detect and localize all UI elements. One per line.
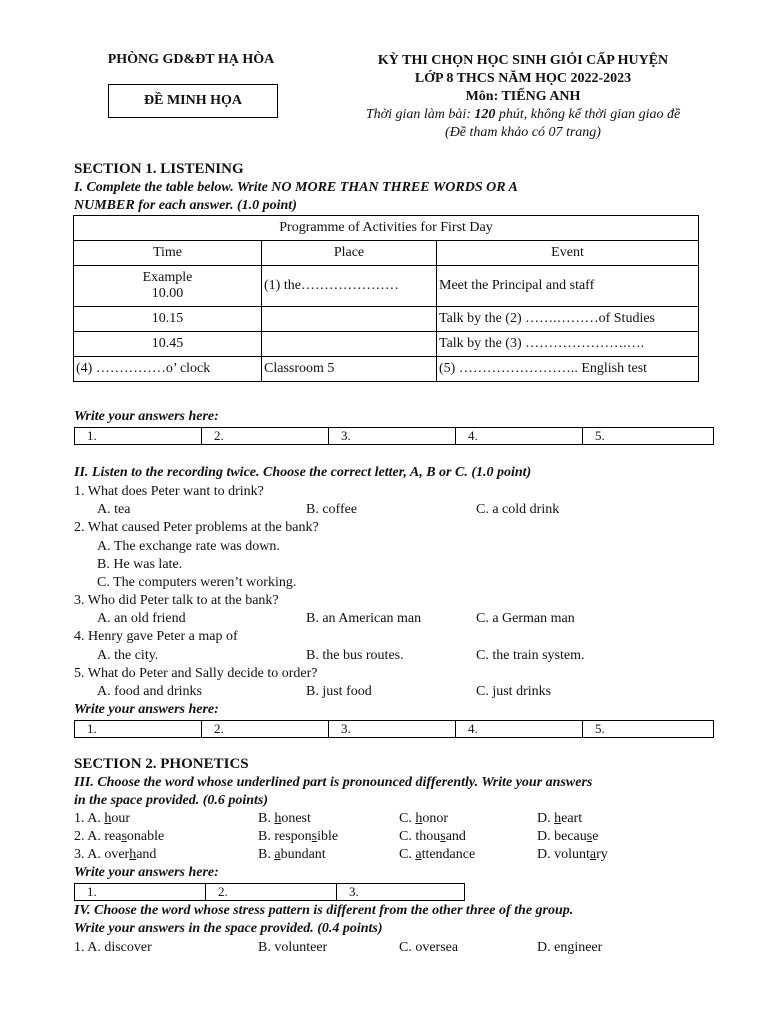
event-cell: Talk by the (3) ………………….….	[437, 332, 699, 357]
answer-box[interactable]: 1.	[75, 884, 206, 901]
sample-exam-label: ĐỀ MINH HỌA	[144, 93, 242, 108]
answer-box[interactable]: 4.	[456, 428, 583, 445]
answer-strip-3	[74, 883, 465, 901]
option-b: B. the bus routes.	[306, 648, 404, 663]
option-c: C. just drinks	[476, 684, 552, 699]
stress-q1-option-c: C. oversea	[399, 940, 459, 955]
programme-table	[73, 215, 699, 382]
exam-header	[318, 52, 728, 142]
question-4: 4. Henry gave Peter a map of	[74, 629, 238, 644]
column-header-place: Place	[262, 241, 437, 266]
part4-instruction-line1: IV. Choose the word whose stress pattern is different from the other three of the group.	[74, 903, 574, 918]
section2-title: SECTION 2. PHONETICS	[74, 756, 249, 772]
write-answers-label-2: Write your answers here:	[74, 702, 219, 717]
option-a: A. food and drinks	[97, 684, 202, 699]
phonetics-q3-option-c: C. attendance	[399, 847, 476, 862]
phonetics-q1-option-d: D. heart	[537, 811, 583, 826]
phonetics-q1-option-b: B. honest	[258, 811, 311, 826]
answer-strip-2	[74, 720, 714, 738]
place-cell: (1) the…………………	[262, 266, 437, 307]
phonetics-q3-option-a: 3. A. overhand	[74, 847, 157, 862]
phonetics-q2-option-d: D. because	[537, 829, 599, 844]
time-cell	[74, 266, 262, 307]
section1-title: SECTION 1. LISTENING	[74, 161, 244, 177]
exam-pages-note: (Đề tham khảo có 07 trang)	[445, 125, 601, 140]
phonetics-q2-option-a: 2. A. reasonable	[74, 829, 165, 844]
table-row	[74, 332, 699, 357]
phonetics-q1-option-c: C. honor	[399, 811, 449, 826]
option-a: A. The exchange rate was down.	[97, 539, 280, 554]
question-3: 3. Who did Peter talk to at the bank?	[74, 593, 279, 608]
stress-q1-option-d: D. engineer	[537, 940, 603, 955]
option-c: C. The computers weren’t working.	[97, 575, 297, 590]
option-a: A. the city.	[97, 648, 159, 663]
answer-box[interactable]: 1.	[75, 721, 202, 738]
column-header-event: Event	[437, 241, 699, 266]
phonetics-q2-option-b: B. responsible	[258, 829, 339, 844]
sample-exam-box	[108, 84, 278, 118]
example-label: Example	[142, 270, 193, 285]
answer-box[interactable]: 2.	[202, 428, 329, 445]
phonetics-q2-option-c: C. thousand	[399, 829, 466, 844]
phonetics-q3-option-d: D. voluntary	[537, 847, 608, 862]
option-c: C. the train system.	[476, 648, 585, 663]
exam-grade-year: LỚP 8 THCS NĂM HỌC 2022-2023	[414, 71, 632, 86]
table-caption: Programme of Activities for First Day	[74, 216, 699, 241]
place-cell	[262, 332, 437, 357]
option-b: B. He was late.	[97, 557, 183, 572]
phonetics-q1-option-a: 1. A. hour	[74, 811, 131, 826]
question-1: 1. What does Peter want to drink?	[74, 484, 264, 499]
time-cell: 10.15	[74, 307, 262, 332]
exam-time: Thời gian làm bài: 120 phút, không kể thời gian giao đề	[365, 107, 681, 122]
answer-box[interactable]: 5.	[583, 428, 714, 445]
write-answers-label-1: Write your answers here:	[74, 409, 219, 424]
answer-box[interactable]: 3.	[329, 428, 456, 445]
place-cell	[262, 307, 437, 332]
answer-box[interactable]: 5.	[583, 721, 714, 738]
event-cell: Talk by the (2) …….………of Studies	[437, 307, 699, 332]
answer-box[interactable]: 3.	[337, 884, 465, 901]
option-c: C. a cold drink	[476, 502, 560, 517]
write-answers-label-3: Write your answers here:	[74, 865, 219, 880]
phonetics-q3-option-b: B. abundant	[258, 847, 326, 862]
time-cell: (4) ……………o’ clock	[74, 357, 262, 382]
part2-instruction: II. Listen to the recording twice. Choose the correct letter, A, B or C. (1.0 point)	[74, 465, 532, 480]
question-2: 2. What caused Peter problems at the bank?	[74, 520, 319, 535]
place-cell: Classroom 5	[262, 357, 437, 382]
school-department: PHÒNG GD&ĐT HẠ HÒA	[107, 52, 275, 67]
column-header-time: Time	[74, 241, 262, 266]
answer-strip-1	[74, 427, 714, 445]
event-cell: (5) …………………….. English test	[437, 357, 699, 382]
table-row	[74, 357, 699, 382]
option-b: B. coffee	[306, 502, 358, 517]
table-row	[74, 307, 699, 332]
time-cell: 10.45	[74, 332, 262, 357]
exam-subject: Môn: TIẾNG ANH	[465, 89, 581, 104]
option-b: B. an American man	[306, 611, 422, 626]
answer-box[interactable]: 2.	[202, 721, 329, 738]
option-a: A. tea	[97, 502, 131, 517]
part3-instruction-line2: in the space provided. (0.6 points)	[74, 793, 269, 808]
option-a: A. an old friend	[97, 611, 186, 626]
question-5: 5. What do Peter and Sally decide to order?	[74, 666, 318, 681]
table-row	[74, 266, 699, 307]
answer-box[interactable]: 3.	[329, 721, 456, 738]
answer-box[interactable]: 2.	[206, 884, 337, 901]
event-cell: Meet the Principal and staff	[437, 266, 699, 307]
stress-q1-option-b: B. volunteer	[258, 940, 328, 955]
part1-instruction-line2: NUMBER for each answer. (1.0 point)	[74, 198, 297, 213]
exam-title: KỲ THI CHỌN HỌC SINH GIỎI CẤP HUYỆN	[377, 53, 669, 68]
part1-instruction-line1: I. Complete the table below. Write NO MORE THAN THREE WORDS OR A	[74, 180, 518, 195]
example-time: 10.00	[151, 286, 184, 301]
answer-box[interactable]: 4.	[456, 721, 583, 738]
part4-instruction-line2: Write your answers in the space provided. (0.4 points)	[74, 921, 383, 936]
option-c: C. a German man	[476, 611, 575, 626]
stress-q1-option-a: 1. A. discover	[74, 940, 152, 955]
option-b: B. just food	[306, 684, 372, 699]
part3-instruction-line1: III. Choose the word whose underlined part is pronounced differently. Write your answers	[74, 775, 593, 790]
answer-box[interactable]: 1.	[75, 428, 202, 445]
